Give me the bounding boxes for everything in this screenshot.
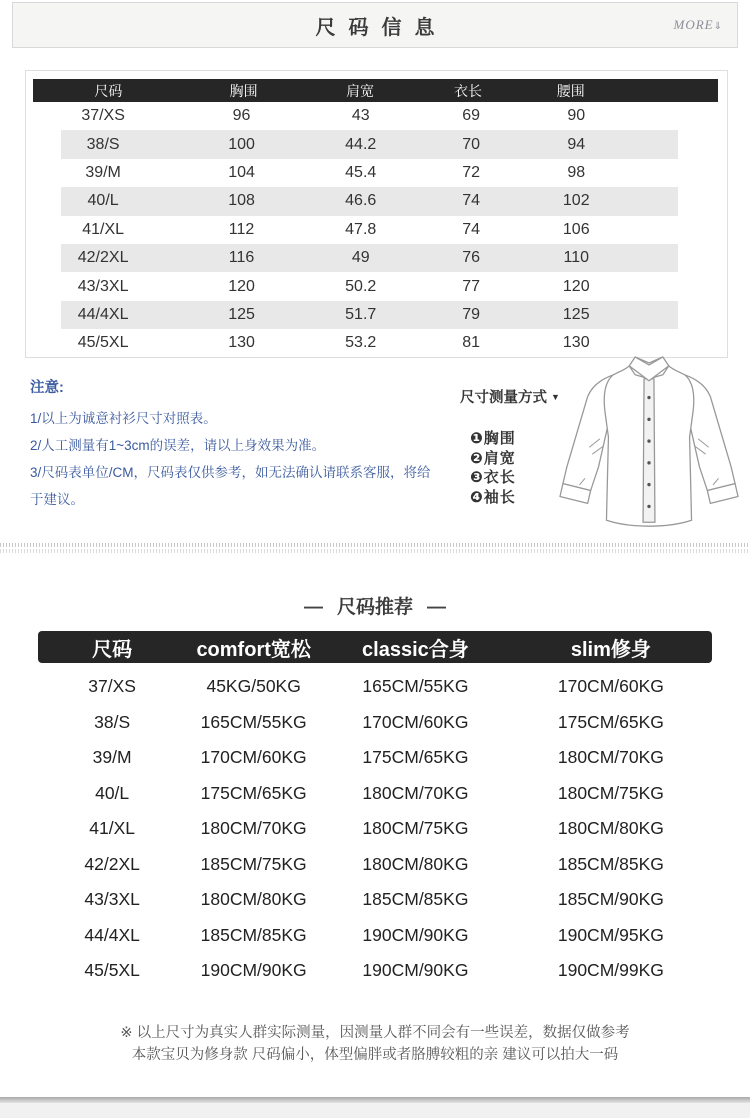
dotted-divider (0, 543, 750, 557)
cell-comfort: 180CM/70KG (200, 818, 307, 839)
note-line-1: 1/以上为诚意衬衫尺寸对照表。 (30, 411, 217, 426)
recommend-table-row (38, 811, 712, 847)
cell-waist: 106 (562, 220, 590, 238)
triangle-down-icon: ▼ (551, 392, 560, 402)
col-slim: slim修身 (570, 638, 651, 661)
cell-size: 45/5XL (84, 960, 140, 981)
cell-size: 39/M (92, 747, 132, 768)
recommend-table-row (38, 669, 712, 705)
cell-shoulder: 49 (351, 249, 370, 267)
size-table (25, 70, 728, 358)
size-table-row (26, 329, 727, 357)
size-table-row (26, 159, 727, 187)
cell-shoulder: 43 (351, 107, 370, 125)
cell-classic: 185CM/85KG (362, 889, 469, 910)
cell-chest: 116 (228, 249, 255, 267)
notes-block (30, 376, 438, 513)
measure-item-chest: ❶胸围 (470, 430, 516, 447)
cell-waist: 94 (567, 135, 586, 153)
page-title: 尺码信息 (315, 16, 448, 39)
cell-waist: 110 (563, 249, 590, 267)
cell-size: 38/S (94, 711, 131, 732)
cell-comfort: 165CM/55KG (200, 711, 307, 732)
cell-size: 41/XL (89, 818, 135, 839)
recommend-table-row (38, 882, 712, 918)
col-shoulder: 肩宽 (346, 82, 375, 99)
notes-title: 注意: (30, 380, 64, 396)
cell-size: 38/S (86, 135, 120, 153)
cell-waist: 125 (562, 305, 590, 323)
cell-length: 79 (462, 305, 481, 323)
cell-chest: 100 (228, 135, 255, 153)
cell-size: 37/XS (81, 107, 125, 125)
cell-shoulder: 45.4 (345, 163, 377, 181)
cell-size: 37/XS (88, 676, 136, 697)
col-comfort: comfort宽松 (196, 638, 311, 661)
cell-classic: 190CM/90KG (362, 924, 469, 945)
cell-chest: 125 (228, 305, 255, 323)
cell-classic: 180CM/80KG (362, 853, 469, 874)
size-table-row (26, 187, 727, 215)
col-size: 尺码 (94, 82, 123, 99)
size-table-row (26, 216, 727, 244)
cell-slim: 170CM/60KG (557, 676, 664, 697)
cell-slim: 180CM/70KG (557, 747, 664, 768)
recommend-table-row (38, 740, 712, 776)
cell-waist: 90 (567, 107, 586, 125)
recommend-table-row (38, 847, 712, 883)
cell-comfort: 185CM/75KG (200, 853, 307, 874)
cell-chest: 104 (228, 163, 255, 181)
recommend-table-row (38, 953, 712, 989)
size-table-header (33, 79, 718, 102)
measure-item-shoulder: ❷肩宽 (470, 449, 516, 467)
cell-size: 40/L (87, 192, 119, 210)
measure-title-text: 尺寸测量方式 (460, 390, 547, 406)
cell-length: 76 (462, 249, 481, 267)
footer-notes (0, 1022, 750, 1066)
cell-size: 44/4XL (77, 305, 129, 323)
cell-length: 74 (462, 220, 481, 238)
cell-classic: 170CM/60KG (362, 711, 469, 732)
cell-classic: 190CM/90KG (362, 960, 469, 981)
cell-slim: 180CM/80KG (557, 818, 664, 839)
cell-classic: 175CM/65KG (362, 747, 469, 768)
size-table-row (26, 102, 727, 130)
size-table-row (26, 301, 727, 329)
cell-slim: 190CM/99KG (557, 960, 664, 981)
cell-waist: 98 (567, 163, 586, 181)
recommend-table-row (38, 705, 712, 741)
col-classic: classic合身 (362, 638, 469, 661)
down-arrow-icon: ⇓ (713, 21, 723, 32)
col-size: 尺码 (92, 638, 133, 661)
cell-length: 74 (462, 192, 481, 210)
cell-chest: 120 (228, 277, 255, 295)
cell-classic: 180CM/70KG (362, 782, 469, 803)
cell-chest: 108 (228, 192, 255, 210)
cell-comfort: 180CM/80KG (200, 889, 307, 910)
size-table-row (26, 272, 727, 300)
cell-shoulder: 53.2 (345, 334, 377, 352)
more-label: MORE (673, 17, 714, 32)
cell-size: 40/L (95, 782, 130, 803)
measure-item-sleeve: ❹袖长 (470, 488, 516, 506)
recommend-title-text: 尺码推荐 (336, 597, 413, 618)
recommend-table-row (38, 776, 712, 812)
dash-right: — (427, 597, 446, 618)
cell-length: 70 (462, 135, 481, 153)
section-header-banner (12, 2, 738, 48)
recommend-table (38, 631, 712, 989)
footer-note-2: 本款宝贝为修身款 尺码偏小，体型偏胖或者胳膊较粗的亲 建议可以拍大一码 (131, 1047, 619, 1063)
dash-left: — (303, 597, 323, 618)
cell-size: 43/3XL (84, 889, 140, 910)
note-line-3: 3/尺码表单位/CM，尺码表仅供参考，如无法确认请联系客服，将给于建议。 (30, 465, 431, 507)
cell-shoulder: 50.2 (345, 277, 377, 295)
cell-comfort: 45KG/50KG (206, 676, 301, 697)
cell-shoulder: 46.6 (345, 192, 377, 210)
cell-classic: 180CM/75KG (362, 818, 469, 839)
cell-length: 81 (462, 334, 481, 352)
cell-comfort: 175CM/65KG (200, 782, 307, 803)
cell-length: 72 (462, 163, 481, 181)
cell-shoulder: 44.2 (345, 135, 377, 153)
footer-note-1: ※ 以上尺寸为真实人群实际测量，因测量人群不同会有一些误差，数据仅做参考 (120, 1025, 630, 1041)
more-link (674, 17, 724, 33)
size-table-body (26, 102, 727, 358)
size-table-row (26, 130, 727, 158)
cell-waist: 130 (562, 334, 590, 352)
cell-chest: 112 (228, 220, 255, 238)
col-chest: 胸围 (229, 82, 258, 99)
col-length: 衣长 (453, 82, 482, 99)
size-table-row (26, 244, 727, 272)
cell-size: 44/4XL (84, 924, 140, 945)
note-line-2: 2/人工测量有1~3cm的误差，请以上身效果为准。 (30, 438, 326, 453)
cell-chest: 96 (232, 107, 251, 125)
cell-comfort: 185CM/85KG (200, 924, 307, 945)
bottom-section-divider (0, 1097, 750, 1118)
cell-comfort: 170CM/60KG (200, 747, 307, 768)
cell-size: 45/5XL (77, 334, 129, 352)
cell-size: 42/2XL (77, 249, 129, 267)
cell-size: 39/M (85, 163, 121, 181)
cell-length: 69 (462, 107, 481, 125)
divider-pad (0, 1103, 750, 1118)
shirt-drawing-icon (550, 356, 748, 542)
cell-waist: 102 (562, 192, 590, 210)
cell-shoulder: 51.7 (345, 305, 377, 323)
shirt-illustration (550, 356, 748, 547)
recommend-title (0, 592, 750, 619)
recommend-table-row (38, 918, 712, 954)
cell-size: 41/XL (82, 220, 125, 238)
cell-slim: 175CM/65KG (557, 711, 664, 732)
cell-chest: 130 (228, 334, 255, 352)
cell-classic: 165CM/55KG (362, 676, 469, 697)
col-waist: 腰围 (556, 82, 585, 99)
cell-shoulder: 47.8 (345, 220, 377, 238)
cell-slim: 180CM/75KG (557, 782, 664, 803)
cell-length: 77 (462, 277, 481, 295)
cell-size: 42/2XL (84, 853, 140, 874)
cell-slim: 190CM/95KG (557, 924, 664, 945)
measure-item-length: ❸衣长 (470, 469, 516, 486)
recommend-table-body (38, 669, 712, 989)
cell-slim: 185CM/90KG (557, 889, 664, 910)
cell-slim: 185CM/85KG (557, 853, 664, 874)
cell-comfort: 190CM/90KG (200, 960, 307, 981)
cell-waist: 120 (562, 277, 590, 295)
cell-size: 43/3XL (77, 277, 129, 295)
recommend-table-header (38, 631, 712, 663)
